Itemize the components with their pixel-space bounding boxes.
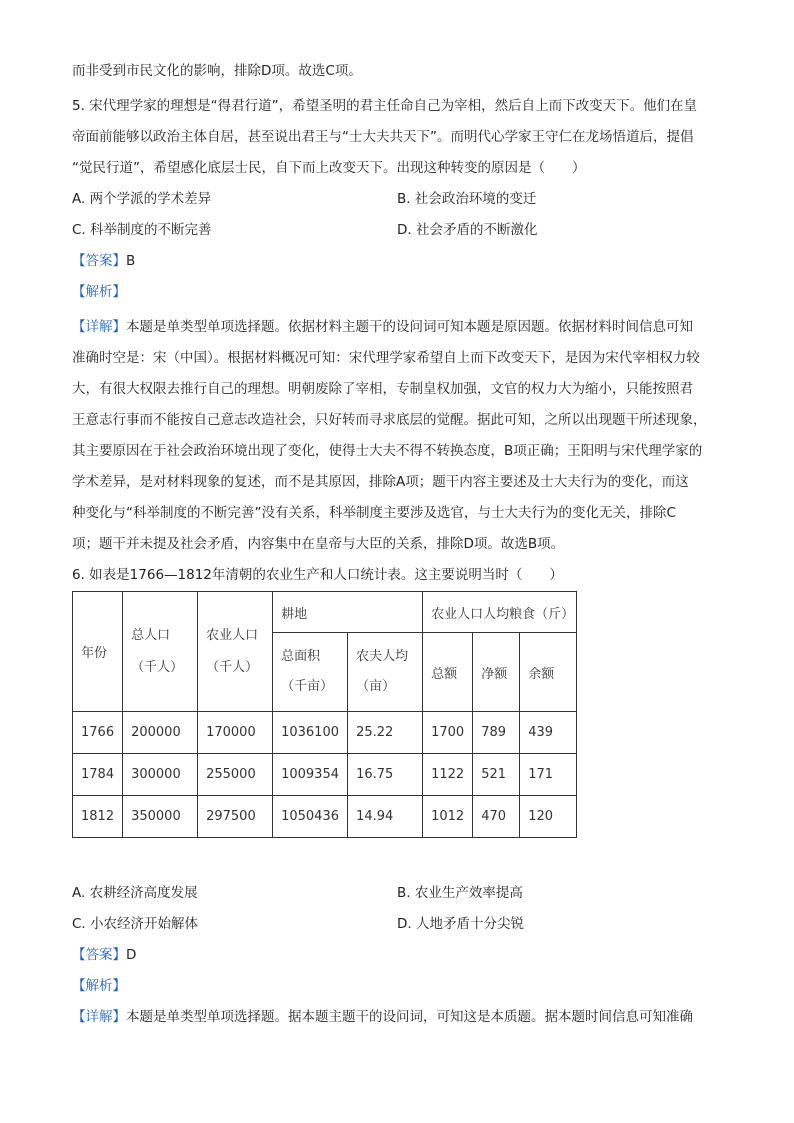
table-cell: 439 <box>520 712 577 754</box>
question-5-stem-line: 5. 宋代理学家的理想是“得君行道”，希望圣明的君主任命自己为宰相，然后自上而下改变天下。他们在皇 <box>72 98 698 114</box>
header-land-per-farmer: 农夫人均 （亩） <box>348 633 423 712</box>
question-6-detail <box>72 1006 722 1029</box>
detail-text: 本题是单类型单项选择题。据本题主题干的设问词，可知这是本质题。据本题时间信息可知准确 <box>126 1009 693 1025</box>
table-cell: 297500 <box>198 796 273 838</box>
header-grain-net: 净额 <box>473 633 520 712</box>
table-cell: 200000 <box>123 712 198 754</box>
question-5-option-b: B. 社会政治环境的变迁 <box>397 191 537 207</box>
question-6-option-c: C. 小农经济开始解体 <box>72 916 199 932</box>
table-cell: 1122 <box>423 754 473 796</box>
table-cell: 255000 <box>198 754 273 796</box>
question-6-option-a: A. 农耕经济高度发展 <box>72 885 198 901</box>
header-grain-per-capita: 农业人口人均粮食（斤） <box>423 592 577 633</box>
previous-answer-conclusion: 而非受到市民文化的影响，排除D项。故选C项。 <box>72 63 362 79</box>
question-6-option-b: B. 农业生产效率提高 <box>397 885 523 901</box>
question-6-answer <box>72 944 722 967</box>
header-grain-total: 总额 <box>423 633 473 712</box>
question-5-stem <box>72 91 722 184</box>
table-cell: 120 <box>520 796 577 838</box>
table-cell: 789 <box>473 712 520 754</box>
table-row <box>73 796 577 838</box>
table-cell: 14.94 <box>348 796 423 838</box>
answer-label: 【答案】 <box>72 947 126 963</box>
header-year: 年份 <box>73 592 123 712</box>
question-6-option-d: D. 人地矛盾十分尖锐 <box>397 916 524 932</box>
question-5-options <box>72 188 722 242</box>
table-cell: 1009354 <box>273 754 348 796</box>
table-cell: 170000 <box>198 712 273 754</box>
question-5-stem-line: 帝面前能够以政治主体自居，甚至说出君王与“士大夫共天下”。而明代心学家王守仁在龙场悟道后，提倡 <box>72 129 694 145</box>
question-5-detail <box>72 312 722 560</box>
analysis-label: 【解析】 <box>72 284 126 300</box>
question-5-stem-line: “觉民行道”，希望感化底层士民，自下而上改变天下。出现这种转变的原因是（ ） <box>72 160 586 176</box>
table-cell: 25.22 <box>348 712 423 754</box>
detail-text: 本题是单类型单项选择题。依据材料主题干的设问词可知本题是原因题。依据材料时间信息可知 <box>126 319 693 335</box>
detail-label: 【详解】 <box>72 319 126 335</box>
question-6-stem: 6. 如表是1766—1812年清朝的农业生产和人口统计表。这主要说明当时（ ） <box>72 567 563 583</box>
detail-line: 其主要原因在于社会政治环境出现了变化，使得士大夫不得不转换态度，B项正确；王阳明与宋代理学家的 <box>72 443 703 459</box>
analysis-label: 【解析】 <box>72 978 126 994</box>
question-5-option-c: C. 科举制度的不断完善 <box>72 222 212 238</box>
table-cell: 1050436 <box>273 796 348 838</box>
answer-value: D <box>126 947 137 963</box>
table-cell: 1012 <box>423 796 473 838</box>
detail-line: 王意志行事而不能按自己意志改造社会，只好转而寻求底层的觉醒。据此可知，之所以出现题干所述现象， <box>72 412 707 428</box>
table-cell: 1036100 <box>273 712 348 754</box>
document-page <box>72 60 722 1037</box>
detail-line: 种变化与“科举制度的不断完善”没有关系，科举制度主要涉及选官，与士大夫行为的变化无关，排除C <box>72 505 676 521</box>
table-cell: 1700 <box>423 712 473 754</box>
header-grain-surplus: 余额 <box>520 633 577 712</box>
detail-label: 【详解】 <box>72 1009 126 1025</box>
detail-line: 准确时空是：宋（中国）。根据材料概况可知：宋代理学家希望自上而下改变天下，是因为宋代宰相权力较 <box>72 350 700 366</box>
table-row <box>73 712 577 754</box>
table-cell: 1766 <box>73 712 123 754</box>
question-5-option-a: A. 两个学派的学术差异 <box>72 191 212 207</box>
header-land-total-area: 总面积 （千亩） <box>273 633 348 712</box>
answer-value: B <box>126 253 136 269</box>
detail-line: 项；题干并未提及社会矛盾，内容集中在皇帝与大臣的关系，排除D项。故选B项。 <box>72 536 565 552</box>
header-agricultural-population: 农业人口 （千人） <box>198 592 273 712</box>
answer-label: 【答案】 <box>72 253 126 269</box>
table-cell: 1784 <box>73 754 123 796</box>
question-5-option-d: D. 社会矛盾的不断激化 <box>397 222 538 238</box>
question-6-options <box>72 882 722 936</box>
question-5-analysis <box>72 281 722 304</box>
detail-line: 大，有很大权限去推行自己的理想。明朝废除了宰相，专制皇权加强，文官的权力大为缩小，只能按照君 <box>72 381 693 397</box>
detail-line <box>72 312 722 343</box>
detail-line: 学术差异，是对材料现象的复述，而不是其原因，排除A项；题干内容主要述及士大夫行为的变化，而这 <box>72 474 689 490</box>
table-cell: 521 <box>473 754 520 796</box>
table-row <box>73 754 577 796</box>
table-cell: 171 <box>520 754 577 796</box>
statistics-table <box>72 591 577 838</box>
table-cell: 350000 <box>123 796 198 838</box>
table-cell: 16.75 <box>348 754 423 796</box>
question-6-analysis <box>72 975 722 998</box>
header-farmland: 耕地 <box>273 592 423 633</box>
table-cell: 470 <box>473 796 520 838</box>
table-cell: 1812 <box>73 796 123 838</box>
question-5-answer <box>72 250 722 273</box>
header-total-population: 总人口 （千人） <box>123 592 198 712</box>
table-cell: 300000 <box>123 754 198 796</box>
